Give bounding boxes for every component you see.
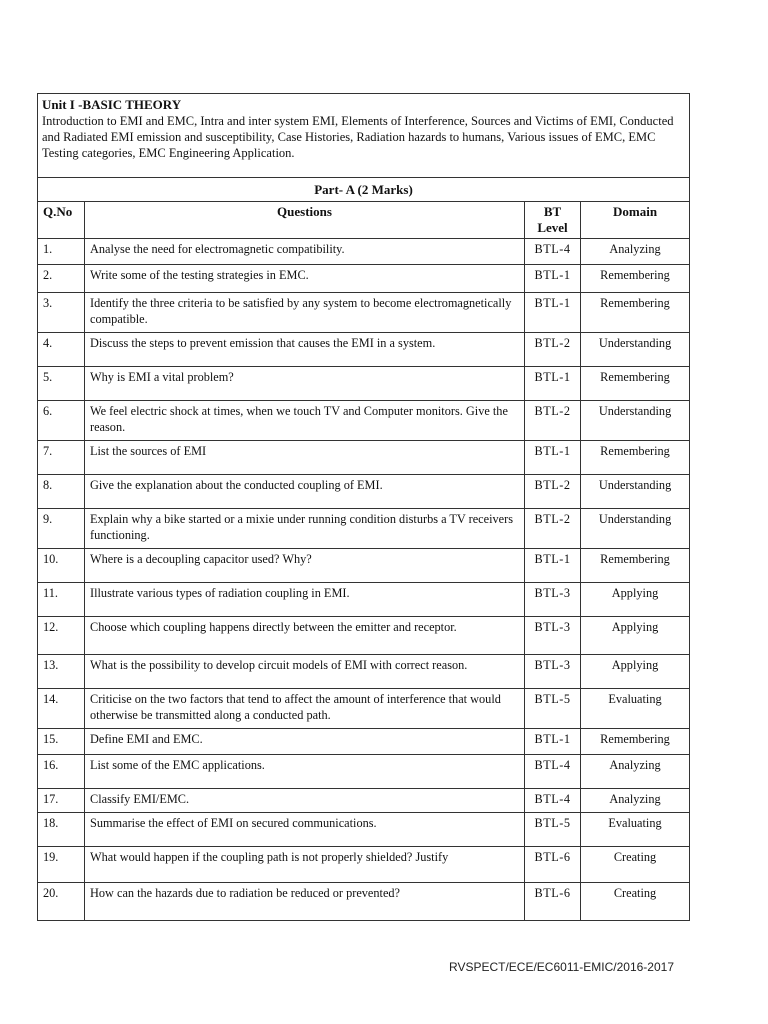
table-row bbox=[38, 239, 690, 265]
bt-level: BTL-4 bbox=[525, 239, 581, 265]
question-number: 11. bbox=[38, 583, 85, 617]
question-number: 8. bbox=[38, 475, 85, 509]
domain: Applying bbox=[581, 617, 690, 655]
bt-level: BTL-3 bbox=[525, 617, 581, 655]
domain: Remembering bbox=[581, 265, 690, 293]
bt-level: BTL-5 bbox=[525, 813, 581, 847]
question-number: 7. bbox=[38, 441, 85, 475]
domain: Understanding bbox=[581, 509, 690, 549]
question-text: Classify EMI/EMC. bbox=[85, 789, 525, 813]
bt-level: BTL-1 bbox=[525, 265, 581, 293]
question-number: 1. bbox=[38, 239, 85, 265]
bt-level: BTL-2 bbox=[525, 475, 581, 509]
table-row bbox=[38, 689, 690, 729]
question-text: Define EMI and EMC. bbox=[85, 729, 525, 755]
question-text: List some of the EMC applications. bbox=[85, 755, 525, 789]
table-row bbox=[38, 509, 690, 549]
domain: Understanding bbox=[581, 333, 690, 367]
question-number: 17. bbox=[38, 789, 85, 813]
header-bt-level: BT Level bbox=[525, 202, 581, 239]
question-number: 6. bbox=[38, 401, 85, 441]
question-text: Give the explanation about the conducted coupling of EMI. bbox=[85, 475, 525, 509]
part-row bbox=[38, 178, 690, 202]
table-row bbox=[38, 755, 690, 789]
domain: Evaluating bbox=[581, 689, 690, 729]
table-row bbox=[38, 883, 690, 921]
unit-description: Introduction to EMI and EMC, Intra and inter system EMI, Elements of Interference, Sources and Victims of EMI, Conducted and Radiated EMI emission and susceptibility, Case Histories, Radiation hazards to humans, Various issues of EMC, EMC Testing categories, EMC Engineering Application. bbox=[42, 114, 674, 160]
question-number: 14. bbox=[38, 689, 85, 729]
question-text: Criticise on the two factors that tend to affect the amount of interference that would otherwise be transmitted along a conducted path. bbox=[85, 689, 525, 729]
header-questions: Questions bbox=[85, 202, 525, 239]
table-row bbox=[38, 367, 690, 401]
domain: Understanding bbox=[581, 475, 690, 509]
bt-level: BTL-1 bbox=[525, 549, 581, 583]
question-text: Illustrate various types of radiation coupling in EMI. bbox=[85, 583, 525, 617]
question-text: List the sources of EMI bbox=[85, 441, 525, 475]
table-row bbox=[38, 401, 690, 441]
question-number: 4. bbox=[38, 333, 85, 367]
question-text: What is the possibility to develop circuit models of EMI with correct reason. bbox=[85, 655, 525, 689]
domain: Applying bbox=[581, 583, 690, 617]
question-number: 15. bbox=[38, 729, 85, 755]
question-number: 5. bbox=[38, 367, 85, 401]
question-text: Discuss the steps to prevent emission that causes the EMI in a system. bbox=[85, 333, 525, 367]
domain: Creating bbox=[581, 847, 690, 883]
bt-level: BTL-4 bbox=[525, 789, 581, 813]
question-text: Analyse the need for electromagnetic compatibility. bbox=[85, 239, 525, 265]
bt-level: BTL-2 bbox=[525, 333, 581, 367]
bt-level: BTL-3 bbox=[525, 655, 581, 689]
question-number: 13. bbox=[38, 655, 85, 689]
domain: Analyzing bbox=[581, 755, 690, 789]
header-qno: Q.No bbox=[38, 202, 85, 239]
unit-row bbox=[38, 94, 690, 178]
question-number: 20. bbox=[38, 883, 85, 921]
question-text: Summarise the effect of EMI on secured communications. bbox=[85, 813, 525, 847]
domain: Evaluating bbox=[581, 813, 690, 847]
bt-level: BTL-5 bbox=[525, 689, 581, 729]
table-row bbox=[38, 475, 690, 509]
domain: Remembering bbox=[581, 729, 690, 755]
question-number: 9. bbox=[38, 509, 85, 549]
question-text: Why is EMI a vital problem? bbox=[85, 367, 525, 401]
question-number: 19. bbox=[38, 847, 85, 883]
question-text: Explain why a bike started or a mixie under running condition disturbs a TV receivers functioning. bbox=[85, 509, 525, 549]
domain: Remembering bbox=[581, 293, 690, 333]
bt-level: BTL-1 bbox=[525, 441, 581, 475]
part-title: Part- A (2 Marks) bbox=[38, 178, 690, 202]
domain: Remembering bbox=[581, 367, 690, 401]
table-row bbox=[38, 293, 690, 333]
domain: Remembering bbox=[581, 441, 690, 475]
question-number: 18. bbox=[38, 813, 85, 847]
bt-level: BTL-4 bbox=[525, 755, 581, 789]
domain: Analyzing bbox=[581, 239, 690, 265]
table-row bbox=[38, 333, 690, 367]
bt-level: BTL-1 bbox=[525, 367, 581, 401]
domain: Applying bbox=[581, 655, 690, 689]
table-row bbox=[38, 789, 690, 813]
question-text: Identify the three criteria to be satisfied by any system to become electromagnetically compatible. bbox=[85, 293, 525, 333]
question-number: 16. bbox=[38, 755, 85, 789]
question-text: Where is a decoupling capacitor used? Why? bbox=[85, 549, 525, 583]
bt-level: BTL-1 bbox=[525, 293, 581, 333]
unit-title: Unit I -BASIC THEORY bbox=[42, 97, 182, 112]
question-number: 10. bbox=[38, 549, 85, 583]
table-row bbox=[38, 441, 690, 475]
header-row bbox=[38, 202, 690, 239]
table-row bbox=[38, 549, 690, 583]
header-domain: Domain bbox=[581, 202, 690, 239]
question-text: What would happen if the coupling path is not properly shielded? Justify bbox=[85, 847, 525, 883]
question-text: Write some of the testing strategies in EMC. bbox=[85, 265, 525, 293]
domain: Analyzing bbox=[581, 789, 690, 813]
bt-level: BTL-6 bbox=[525, 847, 581, 883]
question-text: We feel electric shock at times, when we touch TV and Computer monitors. Give the reason. bbox=[85, 401, 525, 441]
bt-level: BTL-2 bbox=[525, 401, 581, 441]
table-row bbox=[38, 729, 690, 755]
question-bank-sheet bbox=[37, 93, 689, 921]
table-row bbox=[38, 655, 690, 689]
question-number: 2. bbox=[38, 265, 85, 293]
question-number: 12. bbox=[38, 617, 85, 655]
question-text: Choose which coupling happens directly between the emitter and receptor. bbox=[85, 617, 525, 655]
table-row bbox=[38, 583, 690, 617]
table-row bbox=[38, 847, 690, 883]
bt-level: BTL-3 bbox=[525, 583, 581, 617]
domain: Remembering bbox=[581, 549, 690, 583]
bt-level: BTL-6 bbox=[525, 883, 581, 921]
question-number: 3. bbox=[38, 293, 85, 333]
bt-level: BTL-1 bbox=[525, 729, 581, 755]
question-table bbox=[37, 93, 690, 921]
unit-cell bbox=[38, 94, 690, 178]
table-row bbox=[38, 813, 690, 847]
table-row bbox=[38, 617, 690, 655]
table-row bbox=[38, 265, 690, 293]
document-footer: RVSPECT/ECE/EC6011-EMIC/2016-2017 bbox=[449, 960, 674, 974]
domain: Understanding bbox=[581, 401, 690, 441]
question-text: How can the hazards due to radiation be reduced or prevented? bbox=[85, 883, 525, 921]
domain: Creating bbox=[581, 883, 690, 921]
bt-level: BTL-2 bbox=[525, 509, 581, 549]
